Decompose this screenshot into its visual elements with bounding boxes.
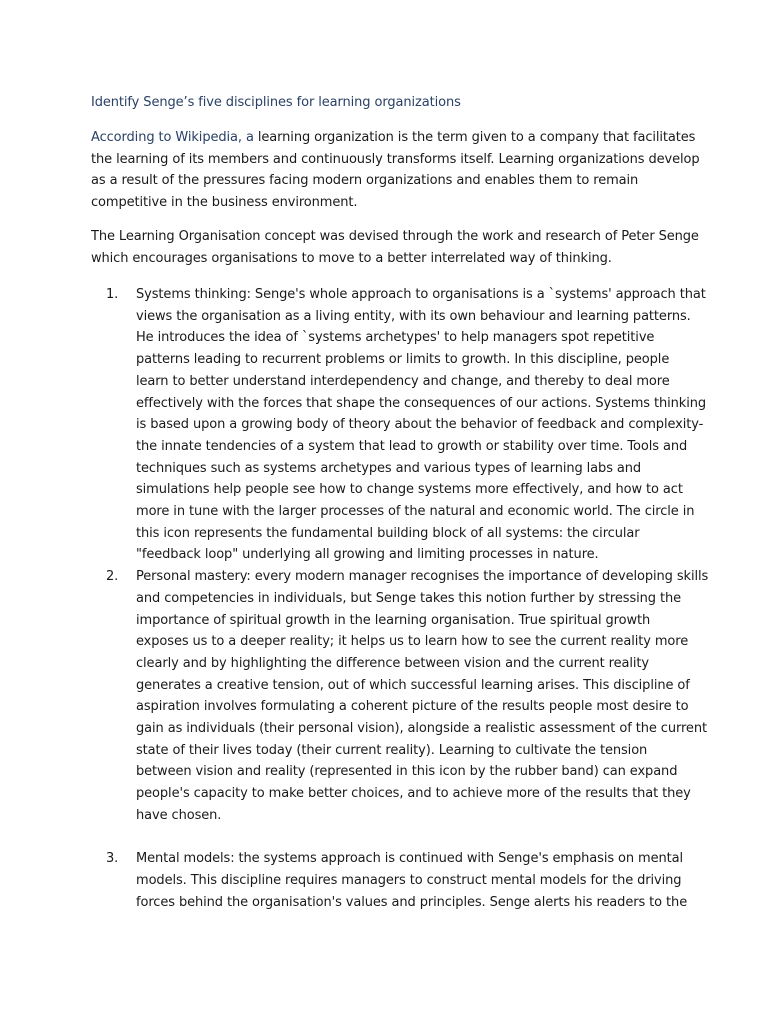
list-item-personal-mastery bbox=[106, 566, 709, 826]
disciplines-list bbox=[106, 284, 709, 913]
intro-line: as a result of the pressures facing modern organizations and enables them to remain bbox=[91, 173, 639, 189]
list-item-number: 2. bbox=[106, 569, 119, 585]
list-item-line: aspiration involves formulating a coherent picture of the results people most desire to bbox=[136, 699, 689, 715]
list-item-mental-models bbox=[106, 848, 686, 913]
list-item-line: clearly and by highlighting the difference between vision and the current reality bbox=[136, 655, 650, 671]
list-item-line: the innate tendencies of a system that lead to growth or stability over time. Tools and bbox=[136, 438, 688, 454]
list-item-line: importance of spiritual growth in the learning organisation. True spiritual growth bbox=[136, 612, 651, 628]
list-item-line: models. This discipline requires managers to construct mental models for the driving bbox=[136, 872, 682, 888]
list-item-line: is based upon a growing body of theory about the behavior of feedback and complexity- bbox=[136, 417, 704, 433]
intro-line-text: learning organization is the term given to a company that facilitates bbox=[253, 130, 696, 145]
list-item-systems-thinking bbox=[106, 284, 706, 566]
concept-line: which encourages organisations to move to a better interrelated way of thinking. bbox=[91, 250, 612, 266]
list-item-line: techniques such as systems archetypes and various types of learning labs and bbox=[136, 460, 642, 476]
list-item-line: gain as individuals (their personal vision), alongside a realistic assessment of the current bbox=[136, 721, 707, 737]
list-item-number: 3. bbox=[106, 851, 119, 867]
list-item-line: Personal mastery: every modern manager recognises the importance of developing skills bbox=[136, 569, 709, 585]
list-item-line: "feedback loop" underlying all growing and limiting processes in nature. bbox=[136, 547, 599, 563]
list-item-line: between vision and reality (represented in this icon by the rubber band) can expand bbox=[136, 764, 678, 780]
list-item-number: 1. bbox=[106, 287, 119, 302]
intro-paragraph bbox=[91, 127, 700, 214]
document-heading: Identify Senge’s five disciplines for learning organizations bbox=[91, 95, 461, 110]
list-item-line: He introduces the idea of `systems archetypes' to help managers spot repetitive bbox=[136, 330, 655, 346]
list-item-line: Systems thinking: Senge's whole approach to organisations is a `systems' approach that bbox=[136, 287, 706, 302]
list-item-line: learn to better understand interdependency and change, and thereby to deal more bbox=[136, 373, 670, 389]
list-item-line: views the organisation as a living entity, with its own behaviour and learning patterns. bbox=[136, 308, 691, 324]
list-item-line: have chosen. bbox=[136, 807, 222, 823]
intro-line bbox=[91, 127, 696, 149]
intro-line: the learning of its members and continuously transforms itself. Learning organizations develop bbox=[91, 151, 700, 167]
source-attribution: According to Wikipedia, a bbox=[91, 130, 254, 145]
list-item-line: generates a creative tension, out of which successful learning arises. This discipline of bbox=[136, 677, 690, 693]
list-item-line: simulations help people see how to change systems more effectively, and how to act bbox=[136, 482, 683, 498]
list-item-line: patterns leading to recurrent problems or limits to growth. In this discipline, people bbox=[136, 352, 670, 368]
list-item-line: exposes us to a deeper reality; it helps us to learn how to see the current reality more bbox=[136, 634, 689, 650]
list-item-line: and competencies in individuals, but Senge takes this notion further by stressing the bbox=[136, 590, 682, 606]
list-item-line: Mental models: the systems approach is continued with Senge's emphasis on mental bbox=[136, 851, 684, 867]
list-item-line: this icon represents the fundamental building block of all systems: the circular bbox=[136, 525, 640, 541]
list-item-line: effectively with the forces that shape the consequences of our actions. Systems thinking bbox=[136, 395, 706, 411]
list-item-line: forces behind the organisation's values and principles. Senge alerts his readers to the bbox=[136, 894, 688, 910]
list-item-line: more in tune with the larger processes of the natural and economic world. The circle in bbox=[136, 504, 695, 520]
list-item-line: people's capacity to make better choices, and to achieve more of the results that they bbox=[136, 786, 691, 802]
concept-paragraph bbox=[91, 226, 699, 269]
intro-line: competitive in the business environment. bbox=[91, 195, 358, 211]
concept-line: The Learning Organisation concept was devised through the work and research of Peter Senge bbox=[91, 229, 699, 244]
list-item-line: state of their lives today (their current reality). Learning to cultivate the tension bbox=[136, 742, 648, 758]
